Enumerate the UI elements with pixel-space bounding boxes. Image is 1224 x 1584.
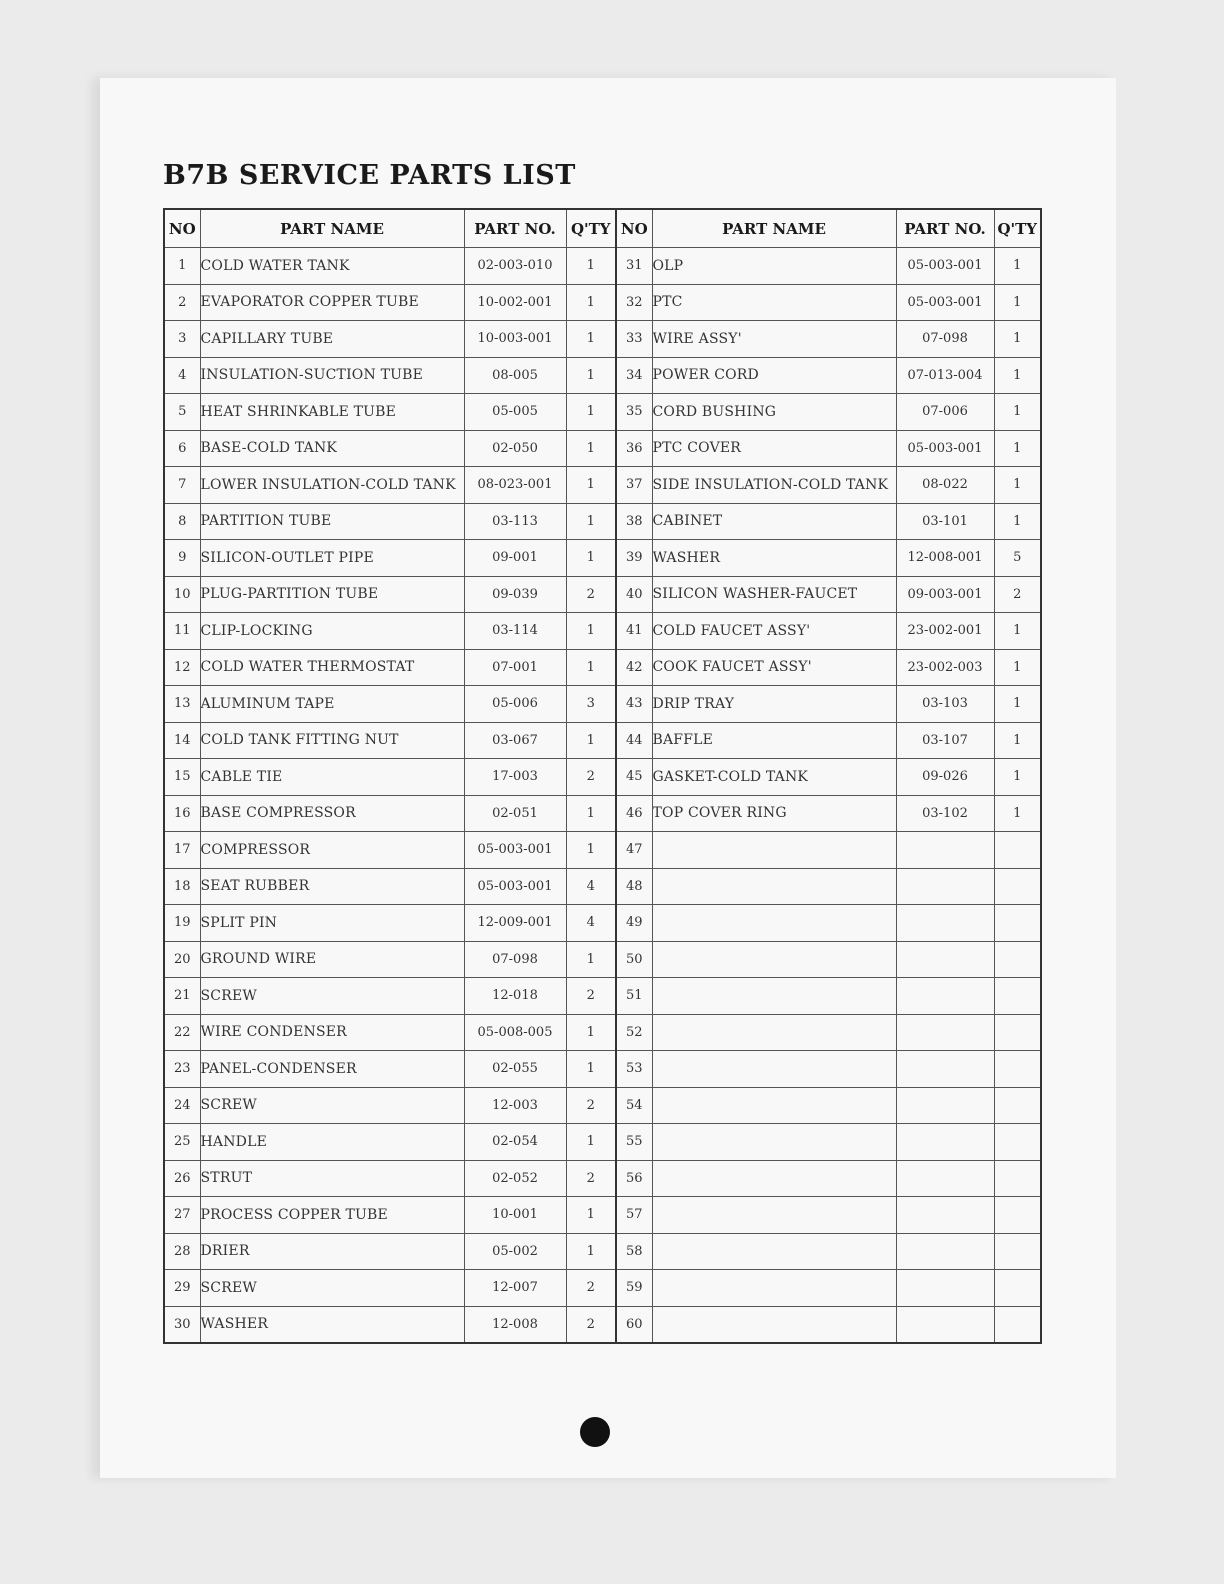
right-name-cell [652, 1051, 896, 1088]
right-part-no-cell: 03-103 [896, 686, 994, 723]
left-no-cell: 5 [164, 394, 200, 431]
right-part-no-cell: 05-003-001 [896, 248, 994, 285]
table-row [164, 1087, 1041, 1124]
left-name-cell: CABLE TIE [200, 759, 464, 796]
left-name-cell: COLD WATER TANK [200, 248, 464, 285]
left-no-cell: 16 [164, 795, 200, 832]
table-row [164, 832, 1041, 869]
left-no-cell: 28 [164, 1233, 200, 1270]
left-name-cell: WIRE CONDENSER [200, 1014, 464, 1051]
left-part-no-cell: 02-003-010 [464, 248, 566, 285]
right-no-cell: 49 [616, 905, 652, 942]
right-no-cell: 53 [616, 1051, 652, 1088]
right-name-cell: PTC [652, 284, 896, 321]
left-part-no-cell: 05-008-005 [464, 1014, 566, 1051]
table-row [164, 978, 1041, 1015]
right-part-no-cell: 07-006 [896, 394, 994, 431]
right-part-no-cell [896, 868, 994, 905]
left-qty-cell: 4 [566, 905, 616, 942]
left-name-cell: PANEL-CONDENSER [200, 1051, 464, 1088]
right-no-cell: 41 [616, 613, 652, 650]
right-part-no-cell: 05-003-001 [896, 430, 994, 467]
parts-table-body [164, 248, 1041, 1344]
right-no-cell: 52 [616, 1014, 652, 1051]
right-no-cell: 58 [616, 1233, 652, 1270]
table-row [164, 649, 1041, 686]
right-no-cell: 50 [616, 941, 652, 978]
right-qty-cell [994, 1051, 1041, 1088]
left-part-no-cell: 12-008 [464, 1306, 566, 1343]
right-name-cell [652, 1160, 896, 1197]
left-no-cell: 20 [164, 941, 200, 978]
left-no-cell: 7 [164, 467, 200, 504]
left-name-cell: EVAPORATOR COPPER TUBE [200, 284, 464, 321]
left-no-cell: 18 [164, 868, 200, 905]
right-name-cell: WIRE ASSY' [652, 321, 896, 358]
left-part-no-cell: 10-001 [464, 1197, 566, 1234]
right-qty-cell: 1 [994, 722, 1041, 759]
right-name-cell [652, 905, 896, 942]
right-qty-cell [994, 1233, 1041, 1270]
left-part-no-cell: 12-003 [464, 1087, 566, 1124]
right-name-cell: CORD BUSHING [652, 394, 896, 431]
right-qty-cell [994, 868, 1041, 905]
right-part-no-cell: 03-101 [896, 503, 994, 540]
right-part-no-cell: 12-008-001 [896, 540, 994, 577]
left-no-cell: 30 [164, 1306, 200, 1343]
table-row [164, 1270, 1041, 1307]
right-no-cell: 54 [616, 1087, 652, 1124]
left-name-cell: HANDLE [200, 1124, 464, 1161]
left-qty-cell: 2 [566, 978, 616, 1015]
left-name-cell: LOWER INSULATION-COLD TANK [200, 467, 464, 504]
table-row [164, 357, 1041, 394]
right-qty-cell: 1 [994, 321, 1041, 358]
table-row [164, 1197, 1041, 1234]
table-header-row [164, 209, 1041, 248]
left-qty-cell: 1 [566, 1124, 616, 1161]
right-no-cell: 45 [616, 759, 652, 796]
left-qty-cell: 4 [566, 868, 616, 905]
left-part-no-cell: 12-018 [464, 978, 566, 1015]
right-name-cell: BAFFLE [652, 722, 896, 759]
left-part-no-cell: 09-001 [464, 540, 566, 577]
right-no-cell: 56 [616, 1160, 652, 1197]
right-no-cell: 51 [616, 978, 652, 1015]
right-no-cell: 43 [616, 686, 652, 723]
right-no-cell: 35 [616, 394, 652, 431]
right-name-cell: PTC COVER [652, 430, 896, 467]
left-no-cell: 1 [164, 248, 200, 285]
table-row [164, 248, 1041, 285]
right-no-cell: 40 [616, 576, 652, 613]
right-qty-cell: 1 [994, 357, 1041, 394]
left-qty-cell: 1 [566, 430, 616, 467]
left-no-cell: 26 [164, 1160, 200, 1197]
right-name-cell: SIDE INSULATION-COLD TANK [652, 467, 896, 504]
right-part-no-cell: 09-003-001 [896, 576, 994, 613]
table-row [164, 1051, 1041, 1088]
right-part-no-cell: 03-107 [896, 722, 994, 759]
left-part-no-cell: 07-098 [464, 941, 566, 978]
right-qty-cell: 1 [994, 795, 1041, 832]
left-qty-cell: 2 [566, 1087, 616, 1124]
left-part-no-cell: 17-003 [464, 759, 566, 796]
right-name-cell [652, 1197, 896, 1234]
right-name-cell [652, 868, 896, 905]
header-qty: Q'TY [566, 209, 616, 248]
left-part-no-cell: 02-051 [464, 795, 566, 832]
left-part-no-cell: 05-003-001 [464, 832, 566, 869]
right-no-cell: 42 [616, 649, 652, 686]
right-part-no-cell: 03-102 [896, 795, 994, 832]
left-name-cell: DRIER [200, 1233, 464, 1270]
left-no-cell: 12 [164, 649, 200, 686]
right-name-cell [652, 1306, 896, 1343]
left-qty-cell: 1 [566, 613, 616, 650]
right-name-cell: OLP [652, 248, 896, 285]
left-no-cell: 3 [164, 321, 200, 358]
right-qty-cell [994, 1014, 1041, 1051]
table-row [164, 1124, 1041, 1161]
table-row [164, 1233, 1041, 1270]
right-part-no-cell [896, 1160, 994, 1197]
right-no-cell: 33 [616, 321, 652, 358]
right-part-no-cell [896, 1014, 994, 1051]
left-qty-cell: 1 [566, 722, 616, 759]
right-no-cell: 57 [616, 1197, 652, 1234]
right-qty-cell [994, 1270, 1041, 1307]
table-row [164, 394, 1041, 431]
left-qty-cell: 1 [566, 1233, 616, 1270]
parts-table [163, 208, 1042, 1344]
left-name-cell: PARTITION TUBE [200, 503, 464, 540]
right-no-cell: 37 [616, 467, 652, 504]
left-name-cell: HEAT SHRINKABLE TUBE [200, 394, 464, 431]
right-part-no-cell [896, 978, 994, 1015]
left-no-cell: 29 [164, 1270, 200, 1307]
table-row [164, 430, 1041, 467]
left-no-cell: 6 [164, 430, 200, 467]
left-name-cell: CLIP-LOCKING [200, 613, 464, 650]
left-part-no-cell: 03-067 [464, 722, 566, 759]
right-part-no-cell [896, 1087, 994, 1124]
right-name-cell [652, 978, 896, 1015]
left-part-no-cell: 02-055 [464, 1051, 566, 1088]
left-qty-cell: 1 [566, 649, 616, 686]
left-name-cell: BASE COMPRESSOR [200, 795, 464, 832]
right-no-cell: 39 [616, 540, 652, 577]
left-no-cell: 27 [164, 1197, 200, 1234]
left-no-cell: 11 [164, 613, 200, 650]
header-part-no: PART NO. [896, 209, 994, 248]
right-name-cell: DRIP TRAY [652, 686, 896, 723]
left-no-cell: 15 [164, 759, 200, 796]
table-row [164, 503, 1041, 540]
right-name-cell: WASHER [652, 540, 896, 577]
right-part-no-cell [896, 1051, 994, 1088]
left-no-cell: 24 [164, 1087, 200, 1124]
left-no-cell: 9 [164, 540, 200, 577]
right-part-no-cell: 07-098 [896, 321, 994, 358]
left-qty-cell: 1 [566, 248, 616, 285]
table-row [164, 576, 1041, 613]
left-qty-cell: 1 [566, 284, 616, 321]
right-no-cell: 55 [616, 1124, 652, 1161]
left-qty-cell: 1 [566, 1197, 616, 1234]
left-part-no-cell: 03-114 [464, 613, 566, 650]
left-no-cell: 21 [164, 978, 200, 1015]
left-part-no-cell: 02-052 [464, 1160, 566, 1197]
left-no-cell: 13 [164, 686, 200, 723]
table-row [164, 1160, 1041, 1197]
right-name-cell [652, 1014, 896, 1051]
left-qty-cell: 1 [566, 321, 616, 358]
right-qty-cell [994, 1197, 1041, 1234]
left-qty-cell: 2 [566, 1160, 616, 1197]
right-no-cell: 31 [616, 248, 652, 285]
right-part-no-cell [896, 1270, 994, 1307]
right-qty-cell [994, 941, 1041, 978]
left-name-cell: PLUG-PARTITION TUBE [200, 576, 464, 613]
left-part-no-cell: 10-002-001 [464, 284, 566, 321]
right-part-no-cell [896, 905, 994, 942]
left-part-no-cell: 05-006 [464, 686, 566, 723]
right-qty-cell: 1 [994, 284, 1041, 321]
left-qty-cell: 2 [566, 576, 616, 613]
left-qty-cell: 1 [566, 1014, 616, 1051]
right-qty-cell: 1 [994, 430, 1041, 467]
table-row [164, 868, 1041, 905]
right-name-cell: POWER CORD [652, 357, 896, 394]
left-qty-cell: 1 [566, 357, 616, 394]
left-part-no-cell: 02-054 [464, 1124, 566, 1161]
right-qty-cell [994, 1306, 1041, 1343]
left-part-no-cell: 09-039 [464, 576, 566, 613]
left-no-cell: 17 [164, 832, 200, 869]
left-qty-cell: 2 [566, 759, 616, 796]
left-name-cell: COMPRESSOR [200, 832, 464, 869]
table-row [164, 759, 1041, 796]
left-part-no-cell: 03-113 [464, 503, 566, 540]
table-row [164, 1014, 1041, 1051]
table-row [164, 321, 1041, 358]
right-name-cell: CABINET [652, 503, 896, 540]
right-no-cell: 38 [616, 503, 652, 540]
left-name-cell: GROUND WIRE [200, 941, 464, 978]
right-part-no-cell [896, 1233, 994, 1270]
left-name-cell: STRUT [200, 1160, 464, 1197]
left-part-no-cell: 10-003-001 [464, 321, 566, 358]
header-qty: Q'TY [994, 209, 1041, 248]
right-qty-cell: 1 [994, 467, 1041, 504]
left-part-no-cell: 05-002 [464, 1233, 566, 1270]
header-part-name: PART NAME [200, 209, 464, 248]
right-name-cell [652, 1124, 896, 1161]
right-name-cell: TOP COVER RING [652, 795, 896, 832]
left-name-cell: CAPILLARY TUBE [200, 321, 464, 358]
left-part-no-cell: 08-023-001 [464, 467, 566, 504]
left-qty-cell: 1 [566, 540, 616, 577]
left-part-no-cell: 05-005 [464, 394, 566, 431]
left-no-cell: 10 [164, 576, 200, 613]
right-part-no-cell [896, 1124, 994, 1161]
right-no-cell: 46 [616, 795, 652, 832]
right-no-cell: 36 [616, 430, 652, 467]
right-qty-cell: 1 [994, 686, 1041, 723]
right-qty-cell: 5 [994, 540, 1041, 577]
right-qty-cell: 1 [994, 649, 1041, 686]
left-name-cell: COLD WATER THERMOSTAT [200, 649, 464, 686]
right-part-no-cell [896, 1197, 994, 1234]
right-qty-cell [994, 1087, 1041, 1124]
left-name-cell: ALUMINUM TAPE [200, 686, 464, 723]
left-part-no-cell: 08-005 [464, 357, 566, 394]
table-row [164, 795, 1041, 832]
right-name-cell [652, 1087, 896, 1124]
left-name-cell: BASE-COLD TANK [200, 430, 464, 467]
table-row [164, 722, 1041, 759]
right-no-cell: 32 [616, 284, 652, 321]
left-no-cell: 8 [164, 503, 200, 540]
right-no-cell: 48 [616, 868, 652, 905]
right-qty-cell: 1 [994, 613, 1041, 650]
page-marker-dot [580, 1417, 610, 1447]
left-qty-cell: 1 [566, 394, 616, 431]
left-name-cell: SEAT RUBBER [200, 868, 464, 905]
table-row [164, 1306, 1041, 1343]
left-name-cell: COLD TANK FITTING NUT [200, 722, 464, 759]
right-name-cell: COLD FAUCET ASSY' [652, 613, 896, 650]
right-no-cell: 44 [616, 722, 652, 759]
left-name-cell: PROCESS COPPER TUBE [200, 1197, 464, 1234]
left-name-cell: SPLIT PIN [200, 905, 464, 942]
left-no-cell: 19 [164, 905, 200, 942]
left-name-cell: SILICON-OUTLET PIPE [200, 540, 464, 577]
left-qty-cell: 2 [566, 1270, 616, 1307]
right-name-cell [652, 832, 896, 869]
right-no-cell: 60 [616, 1306, 652, 1343]
right-part-no-cell [896, 832, 994, 869]
table-row [164, 467, 1041, 504]
left-part-no-cell: 02-050 [464, 430, 566, 467]
right-name-cell [652, 1233, 896, 1270]
left-qty-cell: 1 [566, 503, 616, 540]
left-qty-cell: 1 [566, 795, 616, 832]
left-part-no-cell: 05-003-001 [464, 868, 566, 905]
right-qty-cell [994, 832, 1041, 869]
table-row [164, 613, 1041, 650]
left-name-cell: SCREW [200, 978, 464, 1015]
right-no-cell: 47 [616, 832, 652, 869]
table-row [164, 284, 1041, 321]
right-part-no-cell [896, 941, 994, 978]
left-name-cell: SCREW [200, 1087, 464, 1124]
right-part-no-cell [896, 1306, 994, 1343]
header-no: NO [164, 209, 200, 248]
table-row [164, 905, 1041, 942]
left-part-no-cell: 12-009-001 [464, 905, 566, 942]
left-no-cell: 23 [164, 1051, 200, 1088]
right-qty-cell: 1 [994, 248, 1041, 285]
right-part-no-cell: 08-022 [896, 467, 994, 504]
left-no-cell: 2 [164, 284, 200, 321]
right-part-no-cell: 07-013-004 [896, 357, 994, 394]
left-no-cell: 14 [164, 722, 200, 759]
right-name-cell [652, 941, 896, 978]
right-qty-cell: 1 [994, 759, 1041, 796]
left-no-cell: 4 [164, 357, 200, 394]
left-part-no-cell: 07-001 [464, 649, 566, 686]
left-qty-cell: 1 [566, 941, 616, 978]
left-name-cell: INSULATION-SUCTION TUBE [200, 357, 464, 394]
left-qty-cell: 3 [566, 686, 616, 723]
header-part-no: PART NO. [464, 209, 566, 248]
right-no-cell: 59 [616, 1270, 652, 1307]
left-qty-cell: 1 [566, 467, 616, 504]
page-title: B7B SERVICE PARTS LIST [163, 160, 576, 191]
right-name-cell: GASKET-COLD TANK [652, 759, 896, 796]
left-no-cell: 22 [164, 1014, 200, 1051]
left-name-cell: SCREW [200, 1270, 464, 1307]
left-qty-cell: 1 [566, 832, 616, 869]
right-qty-cell: 1 [994, 394, 1041, 431]
right-name-cell [652, 1270, 896, 1307]
table-row [164, 686, 1041, 723]
table-row [164, 941, 1041, 978]
right-qty-cell: 2 [994, 576, 1041, 613]
right-qty-cell: 1 [994, 503, 1041, 540]
left-no-cell: 25 [164, 1124, 200, 1161]
right-qty-cell [994, 1160, 1041, 1197]
right-qty-cell [994, 905, 1041, 942]
right-no-cell: 34 [616, 357, 652, 394]
left-name-cell: WASHER [200, 1306, 464, 1343]
right-qty-cell [994, 1124, 1041, 1161]
right-qty-cell [994, 978, 1041, 1015]
right-part-no-cell: 23-002-003 [896, 649, 994, 686]
left-qty-cell: 1 [566, 1051, 616, 1088]
right-part-no-cell: 09-026 [896, 759, 994, 796]
header-part-name: PART NAME [652, 209, 896, 248]
table-row [164, 540, 1041, 577]
left-part-no-cell: 12-007 [464, 1270, 566, 1307]
right-name-cell: SILICON WASHER-FAUCET [652, 576, 896, 613]
left-qty-cell: 2 [566, 1306, 616, 1343]
right-name-cell: COOK FAUCET ASSY' [652, 649, 896, 686]
right-part-no-cell: 05-003-001 [896, 284, 994, 321]
header-no: NO [616, 209, 652, 248]
right-part-no-cell: 23-002-001 [896, 613, 994, 650]
